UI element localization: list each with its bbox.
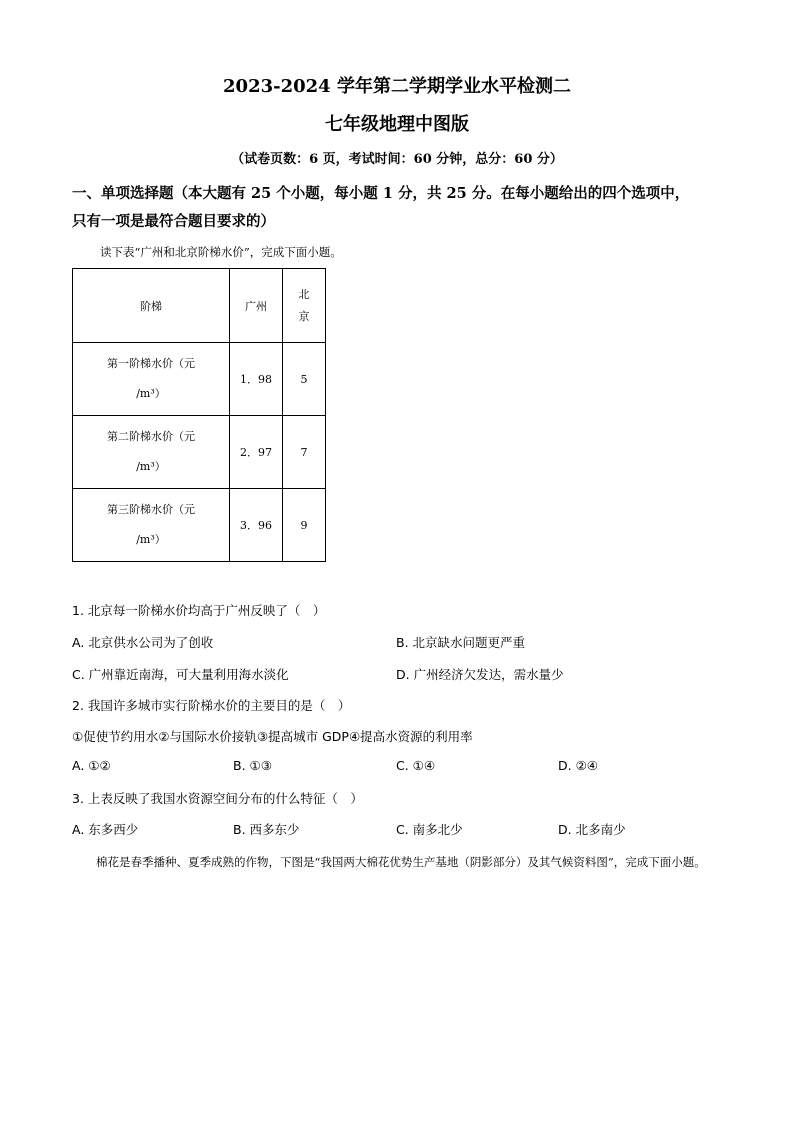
tier-label — [73, 343, 230, 416]
tier-label-line1: 第一阶梯水价（元 — [107, 357, 195, 370]
table-header-row — [73, 269, 326, 343]
tier-label — [73, 416, 230, 489]
q2-option-b[interactable]: B. ①③ — [233, 758, 272, 773]
section-heading-line2: 只有一项是最符合题目要求的） — [72, 213, 275, 230]
beijing-price: 9 — [283, 489, 326, 562]
q3-option-d[interactable]: D. 北多南少 — [558, 822, 626, 837]
table-row — [73, 343, 326, 416]
q3-option-b[interactable]: B. 西多东少 — [233, 822, 300, 837]
tier-label-line2: /m³） — [136, 387, 166, 400]
section-heading — [72, 180, 752, 236]
q2-option-a[interactable]: A. ①② — [72, 758, 111, 773]
table-row — [73, 416, 326, 489]
header-guangzhou: 广州 — [230, 269, 283, 343]
q3-option-a[interactable]: A. 东多西少 — [72, 822, 139, 837]
q3-stem: 3. 上表反映了我国水资源空间分布的什么特征（ ） — [72, 791, 363, 806]
cotton-intro: 棉花是春季播种、夏季成熟的作物，下图是“我国两大棉花优势生产基地（阴影部分）及其气候资料图”，完成下面小题。 — [96, 855, 706, 869]
q1-option-d[interactable]: D. 广州经济欠发达，需水量少 — [396, 667, 564, 682]
table-intro: 读下表“广州和北京阶梯水价”，完成下面小题。 — [100, 245, 342, 259]
q1-option-c[interactable]: C. 广州靠近南海，可大量利用海水淡化 — [72, 667, 289, 682]
tier-label-line1: 第三阶梯水价（元 — [107, 503, 195, 516]
guangzhou-price: 1．98 — [230, 343, 283, 416]
guangzhou-price: 2．97 — [230, 416, 283, 489]
header-beijing — [283, 269, 326, 343]
exam-info: （试卷页数：6 页，考试时间：60 分钟，总分：60 分） — [231, 152, 563, 167]
tier-label — [73, 489, 230, 562]
tier-label-line1: 第二阶梯水价（元 — [107, 430, 195, 443]
q2-statements: ①促使节约用水②与国际水价接轨③提高城市 GDP④提高水资源的利用率 — [72, 729, 473, 744]
header-tier: 阶梯 — [73, 269, 230, 343]
exam-subtitle: 七年级地理中图版 — [325, 114, 469, 135]
tier-label-line2: /m³） — [136, 460, 166, 473]
q1-option-a[interactable]: A. 北京供水公司为了创收 — [72, 635, 214, 650]
water-price-table — [72, 268, 326, 562]
header-beijing-char1: 北 — [298, 287, 310, 301]
section-heading-line1: 一、单项选择题（本大题有 25 个小题，每小题 1 分，共 25 分。在每小题给出的四个选项中， — [72, 185, 690, 202]
q1-option-b[interactable]: B. 北京缺水问题更严重 — [396, 635, 526, 650]
q2-stem: 2. 我国许多城市实行阶梯水价的主要目的是（ ） — [72, 698, 351, 713]
table-row — [73, 489, 326, 562]
q2-option-d[interactable]: D. ②④ — [558, 758, 598, 773]
header-beijing-char2: 京 — [298, 309, 310, 323]
q3-option-c[interactable]: C. 南多北少 — [396, 822, 463, 837]
q2-option-c[interactable]: C. ①④ — [396, 758, 436, 773]
beijing-price: 7 — [283, 416, 326, 489]
tier-label-line2: /m³） — [136, 533, 166, 546]
exam-title: 2023-2024 学年第二学期学业水平检测二 — [223, 76, 571, 97]
q1-stem: 1. 北京每一阶梯水价均高于广州反映了（ ） — [72, 603, 326, 618]
beijing-price: 5 — [283, 343, 326, 416]
guangzhou-price: 3．96 — [230, 489, 283, 562]
